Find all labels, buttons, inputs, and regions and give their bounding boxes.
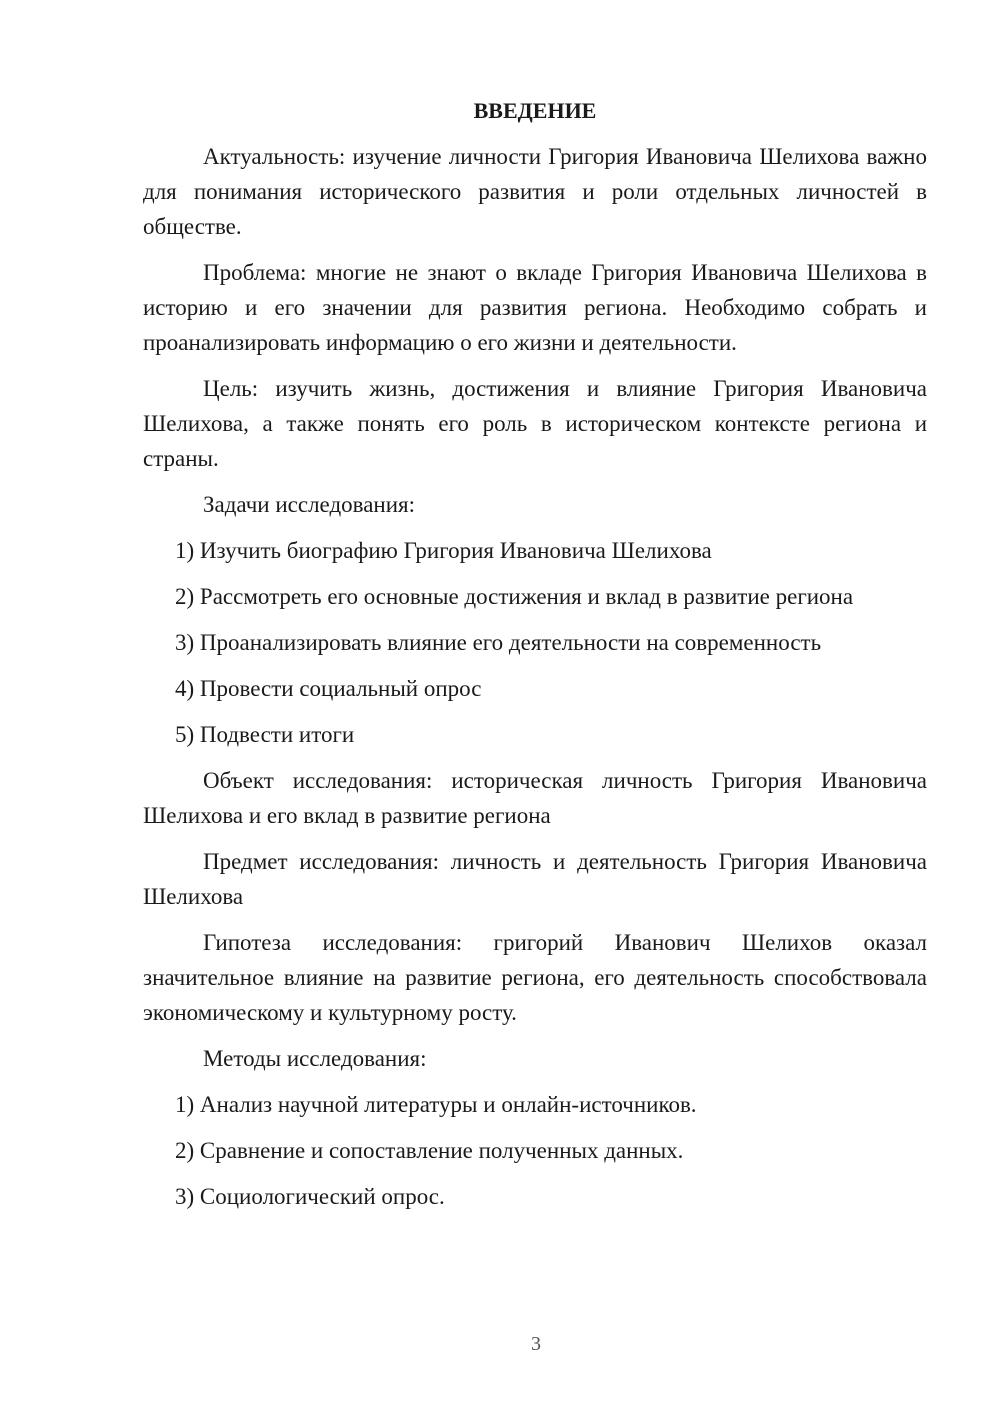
page-content: [143, 93, 927, 1214]
goal-paragraph: Цель: изучить жизнь, достижения и влияние Григория Ивановича Шелихова, а также понять его роль в историческом контексте региона и страны.: [143, 376, 927, 471]
relevance-paragraph: Актуальность: изучение личности Григория Ивановича Шелихова важно для понимания исторического развития и роли отдельных личностей в обществе.: [143, 144, 927, 239]
section-heading: ВВЕДЕНИЕ: [473, 98, 597, 123]
list-item: 2) Рассмотреть его основные достижения и вклад в развитие региона: [175, 584, 854, 609]
page-number: 3: [531, 1333, 541, 1355]
list-item: 3) Проанализировать влияние его деятельности на современность: [175, 630, 822, 655]
list-item: 3) Социологический опрос.: [175, 1184, 445, 1209]
methods-list: [143, 1087, 927, 1214]
subject-paragraph: Предмет исследования: личность и деятельность Григория Ивановича Шелихова: [143, 849, 927, 909]
list-item: 1) Анализ научной литературы и онлайн-источников.: [175, 1092, 697, 1117]
list-item: 5) Подвести итоги: [175, 722, 355, 747]
list-item: 4) Провести социальный опрос: [175, 676, 482, 701]
list-item: 1) Изучить биографию Григория Ивановича Шелихова: [175, 538, 712, 563]
list-item: 2) Сравнение и сопоставление полученных данных.: [175, 1138, 684, 1163]
hypothesis-paragraph: Гипотеза исследования: григорий Иванович Шелихов оказал значительное влияние на развитие региона, его деятельность способствовала экономическому и культурному росту.: [143, 930, 927, 1025]
methods-intro: Методы исследования:: [203, 1046, 427, 1071]
tasks-intro: Задачи исследования:: [203, 492, 416, 517]
problem-paragraph: Проблема: многие не знают о вкладе Григория Ивановича Шелихова в историю и его значении для развития региона. Необходимо собрать и проанализировать информацию о его жизни и деятельности.: [143, 260, 927, 355]
tasks-list: [143, 533, 927, 752]
object-paragraph: Объект исследования: историческая личность Григория Ивановича Шелихова и его вклад в развитие региона: [143, 768, 927, 828]
